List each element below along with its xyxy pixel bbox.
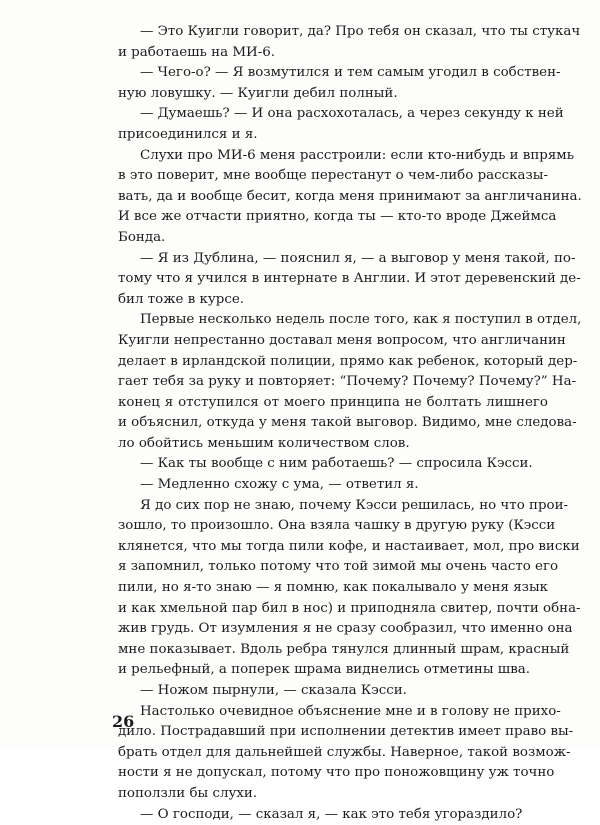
- text-line: и рельефный, а поперек шрама виднелись отметины шва.: [118, 662, 531, 678]
- text-line: — Это Куигли говорит, да? Про тебя он сказал, что ты стукач: [140, 24, 581, 39]
- text-line: и как хмельной пар бил в нос) и приподняла свитер, почти обна-: [118, 600, 581, 616]
- text-line: жив грудь. От изумления я не сразу сообразил, что именно она: [118, 621, 573, 637]
- text-line: гает тебя за руку и повторяет: “Почему? Почему? Почему?” На-: [118, 374, 577, 390]
- text-line: в это поверит, мне вообще перестанут о чем-либо рассказы-: [118, 168, 548, 184]
- page-number: 26: [112, 712, 135, 731]
- text-line: Бонда.: [118, 229, 166, 245]
- text-line: пили, но я-то знаю — я помню, как покалывало у меня язык: [118, 580, 548, 596]
- text-line: делает в ирландской полиции, прямо как ребенок, который дер-: [118, 353, 578, 369]
- text-line: присоединился и я.: [118, 126, 258, 142]
- text-line: вать, да и вообще бесит, когда меня принимают за англичанина.: [118, 188, 582, 204]
- text-line: мне показывает. Вдоль ребра тянулся длинный шрам, красный: [118, 641, 570, 657]
- text-line: — Как ты вообще с ним работаешь? — спросила Кэсси.: [140, 456, 533, 472]
- text-line: Настолько очевидное объяснение мне и в голову не прихо-: [140, 703, 561, 719]
- text-line: И все же отчасти приятно, когда ты — кто-то вроде Джеймса: [118, 209, 557, 225]
- text-line: и работаешь на МИ-6.: [118, 44, 276, 60]
- text-line: Первые несколько недель после того, как я поступил в отдел,: [140, 312, 582, 328]
- text-line: зошло, то произошло. Она взяла чашку в другую руку (Кэсси: [118, 518, 556, 534]
- text-line: Куигли непрестанно доставал меня вопросом, что англичанин: [118, 332, 566, 348]
- text-line: тому что я учился в интернате в Англии. И этот деревенский де-: [118, 271, 581, 287]
- text-line: дило. Пострадавший при исполнении детектив имеет право вы-: [118, 724, 574, 740]
- text-line: — Ножом пырнули, — сказала Кэсси.: [140, 683, 407, 698]
- text-line: я запомнил, только потому что той зимой мы очень часто его: [118, 559, 559, 575]
- text-line: бил тоже в курсе.: [118, 291, 245, 307]
- text-line: ло обойтись меньшим количеством слов.: [118, 435, 410, 451]
- text-line: Я до сих пор не знаю, почему Кэсси решилась, но что прои-: [140, 497, 569, 513]
- text-line: — Чего-о? — Я возмутился и тем самым угодил в собствен-: [140, 65, 561, 81]
- text-line: — О господи, — сказал я, — как это тебя угораздило?: [140, 806, 523, 822]
- text-line: клянется, что мы тогда пили кофе, и настаивает, мол, про виски: [118, 538, 580, 554]
- page-body-text: [118, 22, 582, 825]
- text-line: Слухи про МИ-6 меня расстроили: если кто-нибудь и впрямь: [140, 147, 574, 163]
- text-line: — Я из Дублина, — пояснил я, — а выговор у меня такой, по-: [140, 250, 576, 266]
- text-line: ную ловушку. — Куигли дебил полный.: [118, 85, 398, 101]
- text-line: — Медленно схожу с ума, — ответил я.: [140, 477, 419, 493]
- text-line: конец я отступился от моего принципа не болтать лишнего: [118, 394, 548, 410]
- text-line: брать отдел для дальнейшей службы. Наверное, такой возмож-: [118, 744, 571, 760]
- text-line: поползли бы слухи.: [118, 785, 258, 801]
- text-line: ности я не допускал, потому что про поножовщину уж точно: [118, 765, 555, 781]
- text-line: — Думаешь? — И она расхохоталась, а через секунду к ней: [140, 106, 564, 122]
- text-line: и объяснил, откуда у меня такой выговор. Видимо, мне следова-: [118, 415, 577, 431]
